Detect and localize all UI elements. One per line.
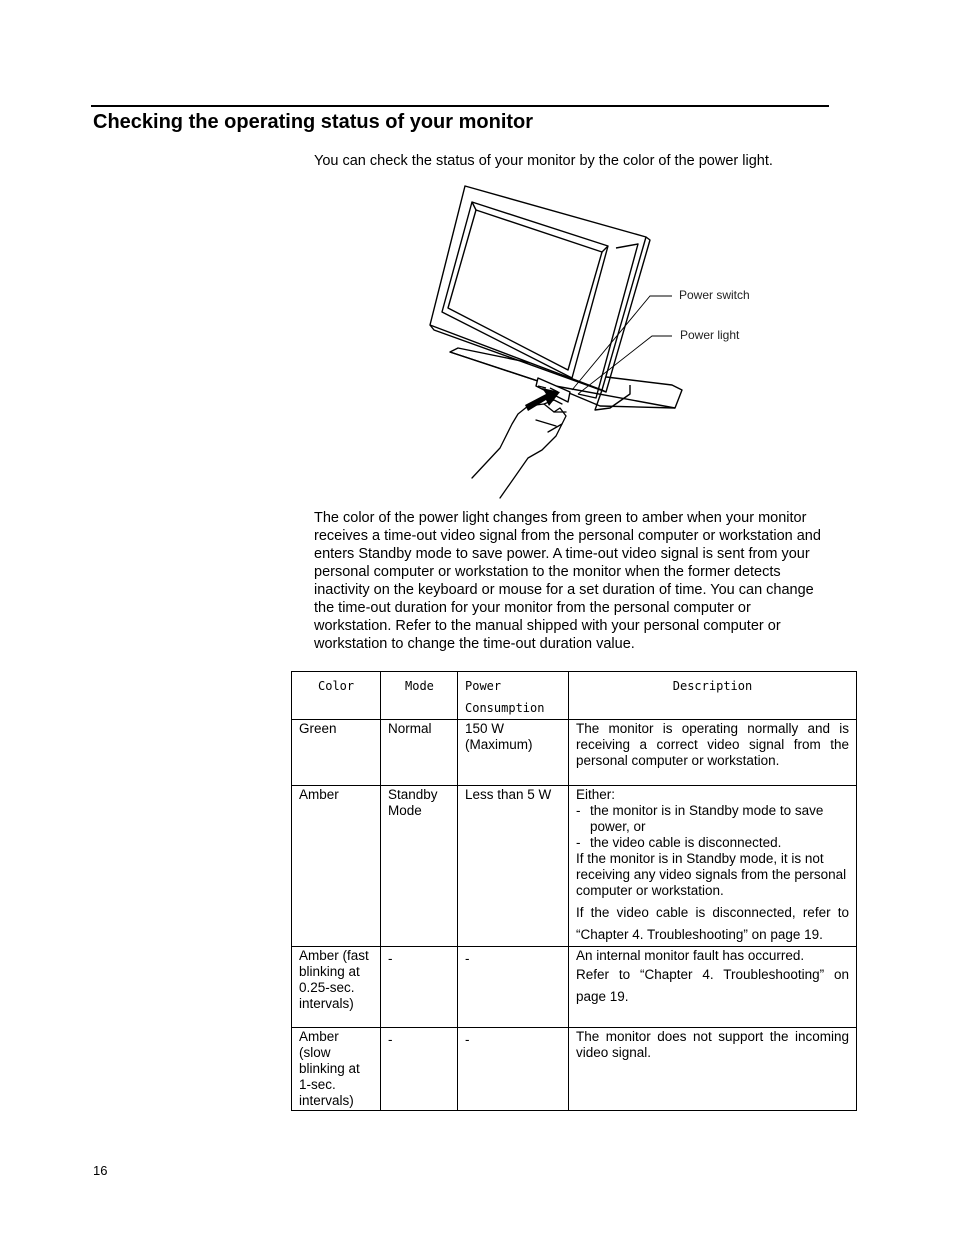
monitor-illustration bbox=[420, 180, 780, 505]
power-light-callout: Power light bbox=[680, 328, 740, 342]
cell-description: The monitor is operating normally and is receiving a correct video signal from the personal computer or workstation. bbox=[569, 720, 857, 786]
cell-description bbox=[569, 947, 857, 1028]
cell-mode: - bbox=[381, 947, 458, 1028]
cell-color: Green bbox=[292, 720, 381, 786]
cell-mode: - bbox=[381, 1028, 458, 1111]
desc-bullet bbox=[576, 803, 849, 835]
desc-bullet-text: the monitor is in Standby mode to save power, or bbox=[590, 803, 824, 834]
desc-intro: Either: bbox=[576, 787, 616, 802]
desc-fault: An internal monitor fault has occurred. bbox=[576, 948, 805, 963]
cell-mode: Normal bbox=[381, 720, 458, 786]
table-row bbox=[292, 786, 857, 947]
header-description: Description bbox=[569, 672, 857, 720]
table-header-row bbox=[292, 672, 857, 720]
desc-bullet bbox=[576, 835, 849, 851]
header-mode: Mode bbox=[381, 672, 458, 720]
power-switch-callout: Power switch bbox=[679, 288, 750, 302]
intro-text: You can check the status of your monitor by the color of the power light. bbox=[314, 153, 773, 169]
body-paragraph: The color of the power light changes from green to amber when your monitor receives a time-out video signal from the personal computer or workstation and enters Standby mode to save power. A time-out video signal is sent from your personal computer or workstation to the monitor when the former detects inactivity on the keyboard or mouse for a set duration of time. You can change the time-out duration for your monitor from the personal computer or workstation. Refer to the manual shipped with your personal computer or workstation to change the time-out duration value. bbox=[314, 510, 821, 652]
desc-standby-note: If the monitor is in Standby mode, it is not receiving any video signals from the personal computer or workstation. bbox=[576, 851, 847, 898]
dash-mark: - bbox=[576, 803, 581, 818]
page-number: 16 bbox=[93, 1163, 108, 1178]
heading-rule bbox=[91, 105, 829, 107]
table-row bbox=[292, 947, 857, 1028]
cell-power: Less than 5 W bbox=[458, 786, 569, 947]
power-light-status-table bbox=[291, 671, 857, 1111]
cell-description bbox=[569, 786, 857, 947]
table-row bbox=[292, 720, 857, 786]
monitor-drawing bbox=[420, 180, 780, 505]
cell-power: - bbox=[458, 1028, 569, 1111]
desc-troubleshooting-ref: Refer to “Chapter 4. Troubleshooting” on page 19. bbox=[576, 967, 849, 1004]
table-row bbox=[292, 1028, 857, 1111]
cell-mode: Standby Mode bbox=[381, 786, 458, 947]
cell-color: Amber (slow blinking at 1-sec. intervals) bbox=[292, 1028, 381, 1111]
desc-bullet-text: the video cable is disconnected. bbox=[590, 835, 782, 850]
dash-mark: - bbox=[576, 835, 581, 850]
cell-power: 150 W (Maximum) bbox=[458, 720, 569, 786]
cell-color: Amber (fast blinking at 0.25-sec. intervals) bbox=[292, 947, 381, 1028]
cell-power: - bbox=[458, 947, 569, 1028]
header-color: Color bbox=[292, 672, 381, 720]
cell-description: The monitor does not support the incoming video signal. bbox=[569, 1028, 857, 1111]
cell-color: Amber bbox=[292, 786, 381, 947]
page-title: Checking the operating status of your monitor bbox=[93, 111, 534, 133]
header-power-consumption: Power Consumption bbox=[458, 672, 569, 720]
desc-troubleshooting-ref: If the video cable is disconnected, refer to “Chapter 4. Troubleshooting” on page 19. bbox=[576, 905, 849, 942]
